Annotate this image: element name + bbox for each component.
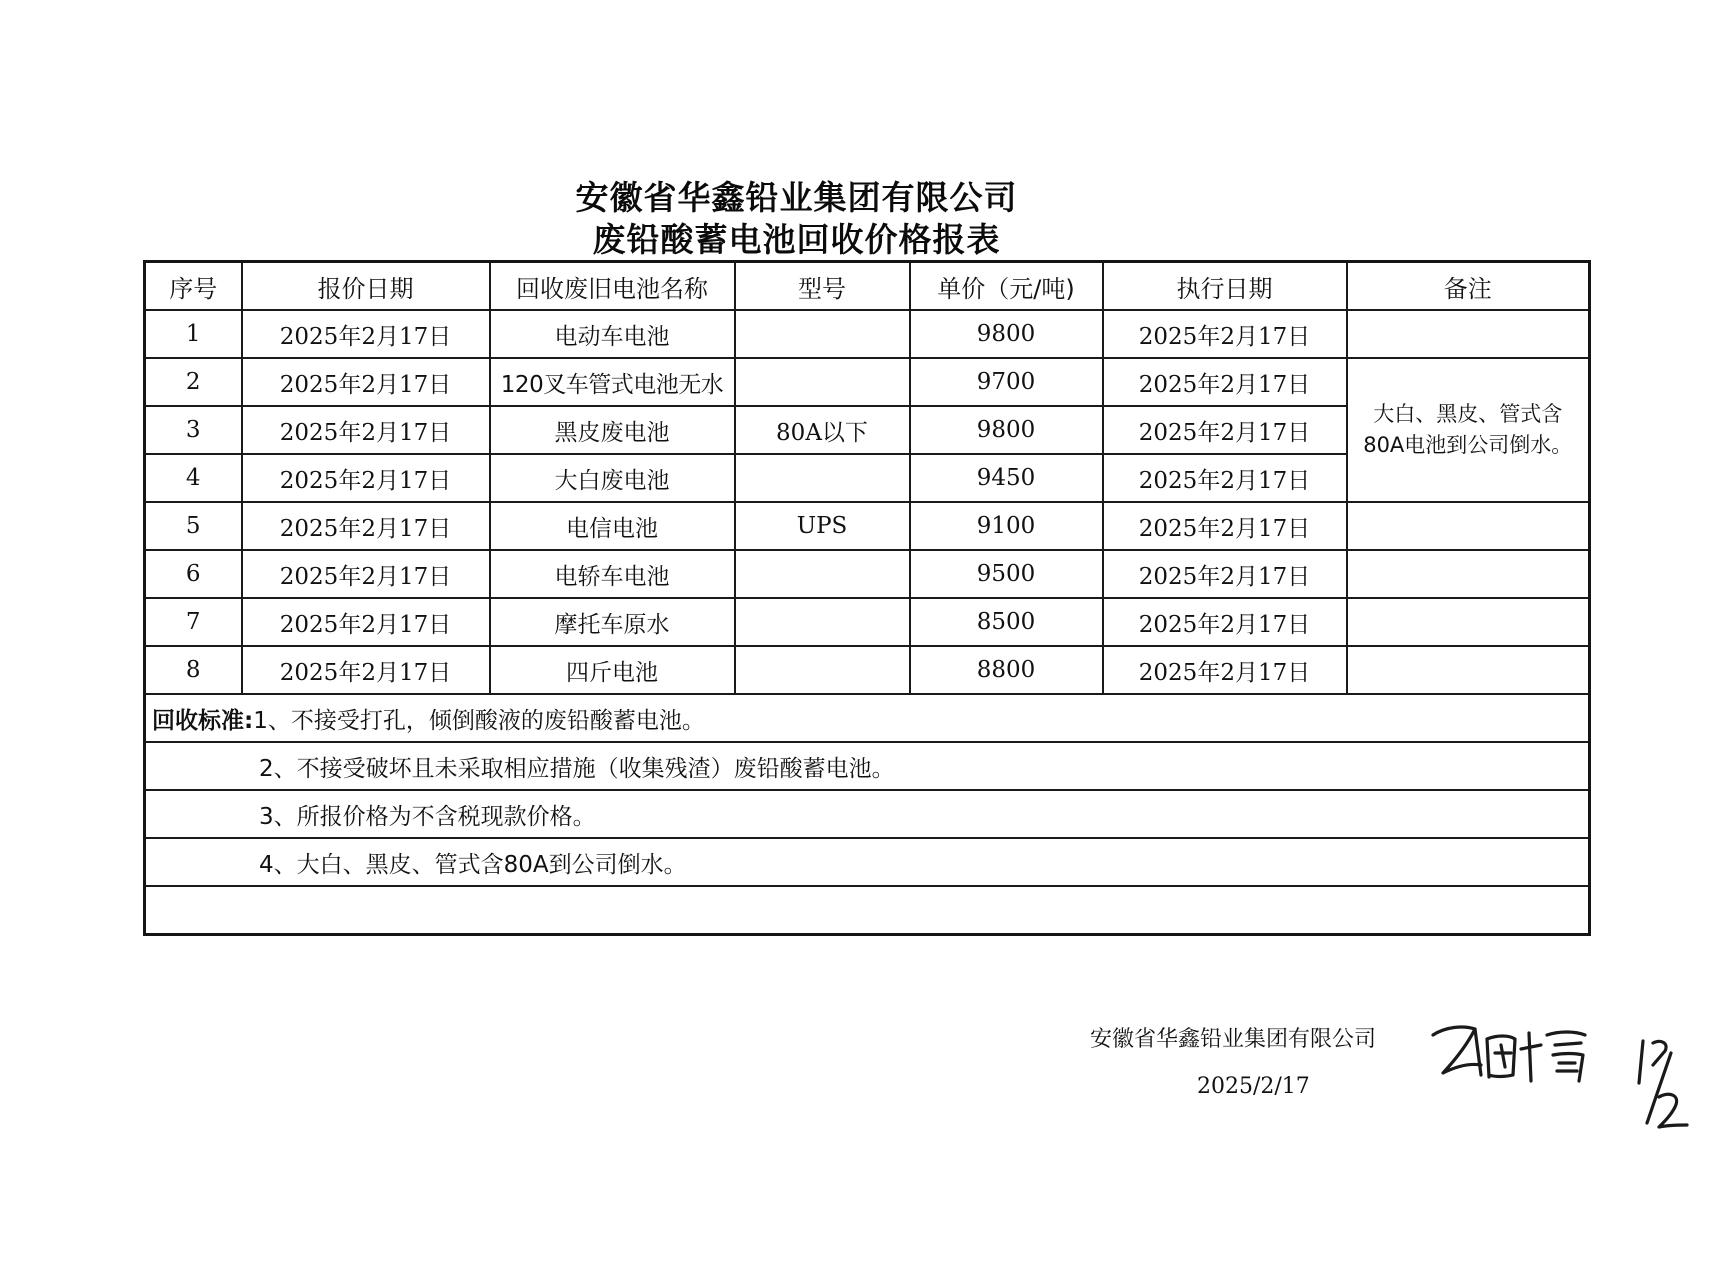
- cell-remarks: [1347, 598, 1590, 646]
- cell-no: 6: [145, 550, 242, 598]
- cell-battery-name: 四斤电池: [490, 646, 735, 694]
- cell-remarks: [1347, 550, 1590, 598]
- report-title: 废铅酸蓄电池回收价格报表: [592, 220, 1001, 259]
- cell-model: [735, 358, 910, 406]
- standard-item-2: 2、不接受破坏且未采取相应措施（收集残渣）废铅酸蓄电池。: [145, 742, 1590, 790]
- blank-cell: [145, 886, 1590, 935]
- standards-row: [145, 694, 1590, 742]
- standard-item-4: 4、大白、黑皮、管式含80A到公司倒水。: [145, 838, 1590, 886]
- cell-battery-name: 电信电池: [490, 502, 735, 550]
- table-row: [145, 550, 1590, 598]
- cell-unit-price: 9800: [910, 406, 1103, 454]
- cell-battery-name: 摩托车原水: [490, 598, 735, 646]
- cell-quote-date: 2025年2月17日: [242, 550, 490, 598]
- standards-row: [145, 838, 1590, 886]
- table-row: [145, 310, 1590, 358]
- company-title: 安徽省华鑫铅业集团有限公司: [575, 178, 1018, 217]
- cell-unit-price: 9800: [910, 310, 1103, 358]
- cell-no: 2: [145, 358, 242, 406]
- cell-quote-date: 2025年2月17日: [242, 358, 490, 406]
- footer-date: 2025/2/17: [1197, 1074, 1310, 1099]
- cell-remarks-merged: 大白、黑皮、管式含80A电池到公司倒水。: [1347, 358, 1590, 502]
- cell-quote-date: 2025年2月17日: [242, 454, 490, 502]
- cell-quote-date: 2025年2月17日: [242, 502, 490, 550]
- standards-row: [145, 742, 1590, 790]
- cell-no: 3: [145, 406, 242, 454]
- cell-exec-date: 2025年2月17日: [1103, 646, 1347, 694]
- cell-unit-price: 8500: [910, 598, 1103, 646]
- cell-model: 80A以下: [735, 406, 910, 454]
- blank-row: [145, 886, 1590, 935]
- cell-unit-price: 9500: [910, 550, 1103, 598]
- cell-unit-price: 9700: [910, 358, 1103, 406]
- cell-quote-date: 2025年2月17日: [242, 646, 490, 694]
- standard-item-1: [145, 694, 1590, 742]
- cell-exec-date: 2025年2月17日: [1103, 406, 1347, 454]
- standard-text: 1、不接受打孔，倾倒酸液的废铅酸蓄电池。: [253, 707, 705, 734]
- cell-quote-date: 2025年2月17日: [242, 406, 490, 454]
- table-row: [145, 598, 1590, 646]
- header-unit-price: 单价（元/吨): [910, 262, 1103, 311]
- cell-quote-date: 2025年2月17日: [242, 598, 490, 646]
- table-row: [145, 646, 1590, 694]
- cell-battery-name: 黑皮废电池: [490, 406, 735, 454]
- price-table: [143, 260, 1591, 936]
- table-row: [145, 358, 1590, 406]
- cell-model: [735, 550, 910, 598]
- cell-model: [735, 310, 910, 358]
- footer-company: 安徽省华鑫铅业集团有限公司: [1090, 1027, 1377, 1052]
- cell-unit-price: 9100: [910, 502, 1103, 550]
- header-remarks: 备注: [1347, 262, 1590, 311]
- table-header-row: [145, 262, 1590, 311]
- standards-label: 回收标准:: [152, 707, 254, 734]
- header-battery-name: 回收废旧电池名称: [490, 262, 735, 311]
- cell-exec-date: 2025年2月17日: [1103, 502, 1347, 550]
- cell-no: 8: [145, 646, 242, 694]
- cell-no: 5: [145, 502, 242, 550]
- header-quote-date: 报价日期: [242, 262, 490, 311]
- cell-quote-date: 2025年2月17日: [242, 310, 490, 358]
- header-no: 序号: [145, 262, 242, 311]
- cell-model: [735, 598, 910, 646]
- cell-battery-name: 120叉车管式电池无水: [490, 358, 735, 406]
- cell-remarks: [1347, 502, 1590, 550]
- cell-model: UPS: [735, 502, 910, 550]
- cell-model: [735, 454, 910, 502]
- cell-exec-date: 2025年2月17日: [1103, 550, 1347, 598]
- cell-no: 1: [145, 310, 242, 358]
- cell-exec-date: 2025年2月17日: [1103, 598, 1347, 646]
- cell-remarks: [1347, 646, 1590, 694]
- cell-unit-price: 8800: [910, 646, 1103, 694]
- handwritten-signature: [1425, 1005, 1695, 1155]
- cell-remarks: [1347, 310, 1590, 358]
- cell-exec-date: 2025年2月17日: [1103, 310, 1347, 358]
- cell-no: 4: [145, 454, 242, 502]
- cell-exec-date: 2025年2月17日: [1103, 454, 1347, 502]
- cell-model: [735, 646, 910, 694]
- header-model: 型号: [735, 262, 910, 311]
- cell-battery-name: 电轿车电池: [490, 550, 735, 598]
- cell-battery-name: 大白废电池: [490, 454, 735, 502]
- header-exec-date: 执行日期: [1103, 262, 1347, 311]
- standards-row: [145, 790, 1590, 838]
- cell-exec-date: 2025年2月17日: [1103, 358, 1347, 406]
- cell-battery-name: 电动车电池: [490, 310, 735, 358]
- standard-item-3: 3、所报价格为不含税现款价格。: [145, 790, 1590, 838]
- table-row: [145, 502, 1590, 550]
- cell-unit-price: 9450: [910, 454, 1103, 502]
- cell-no: 7: [145, 598, 242, 646]
